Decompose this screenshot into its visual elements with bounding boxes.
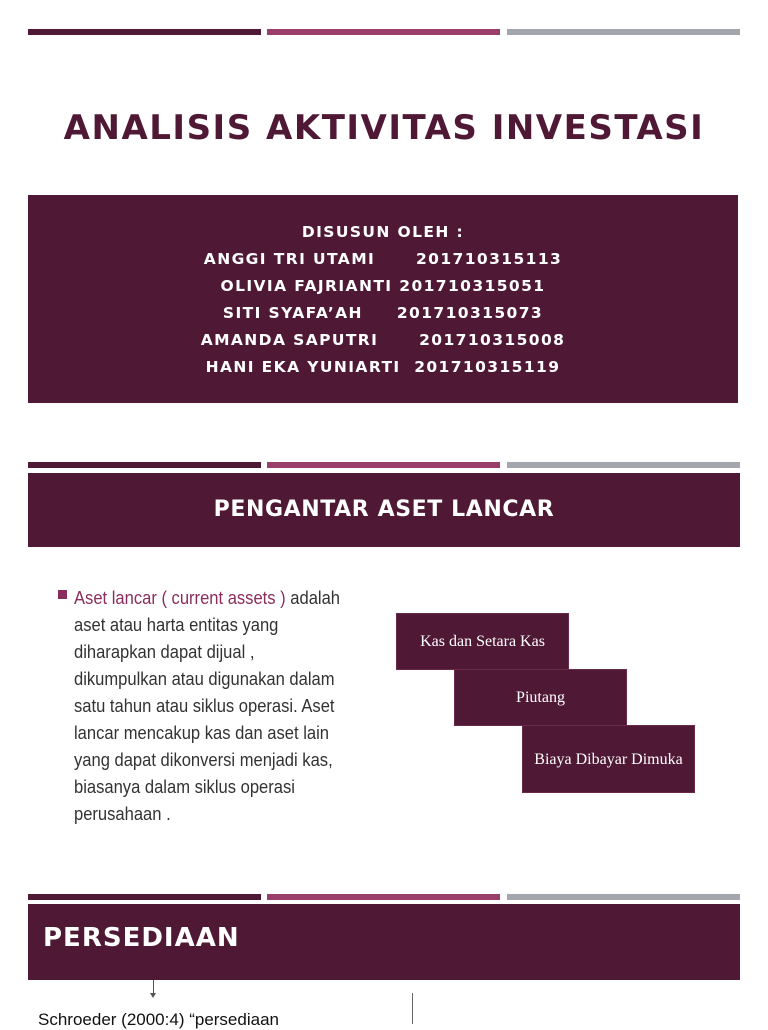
section-header-persediaan: PERSEDIAAN [28,904,740,980]
author-line: OLIVIA FAJRIANTI 201710315051 [220,277,546,295]
slide3-bar-mid [267,894,500,900]
author-line: HANI EKA YUNIARTI 201710315119 [205,358,561,376]
slide2-bar-dark [28,462,261,468]
box-kas-setara-kas: Kas dan Setara Kas [396,613,569,670]
authors-heading: DISUSUN OLEH : [301,223,465,241]
slide3-bar-dark [28,894,261,900]
top-bar-grey [507,29,740,35]
slide3-bar-grey [507,894,740,900]
slide2-bar-grey [507,462,740,468]
highlight-term: Aset lancar ( current assets ) [74,588,286,608]
paragraph-body: adalah aset atau harta entitas yang diharapkan dapat dijual , dikumpulkan atau digunakan dalam satu tahun atau siklus operasi. Aset lancar mencakup kas dan aset lain yang dapat dikonversi menjadi kas, biasanya dalam siklus operasi perusahaan . [74,588,341,824]
slide2-bar-mid [267,462,500,468]
authors-box [28,195,738,403]
author-line: SITI SYAFA’AH 201710315073 [222,304,544,322]
connector-line [153,980,154,994]
persediaan-definition: Schroeder (2000:4) “persediaan [38,1010,279,1029]
bullet-square-icon [58,590,67,599]
author-line: AMANDA SAPUTRI 201710315008 [200,331,566,349]
arrow-down-icon [150,993,156,998]
section-header-aset-lancar: PENGANTAR ASET LANCAR [28,473,740,547]
aset-lancar-paragraph [74,585,350,828]
top-bar-mid [267,29,500,35]
box-piutang: Piutang [454,669,627,726]
box-biaya-dibayar-dimuka: Biaya Dibayar Dimuka [522,725,695,793]
author-line: ANGGI TRI UTAMI 201710315113 [203,250,563,268]
top-bar-dark [28,29,261,35]
slide-title: ANALISIS AKTIVITAS INVESTASI [63,108,705,148]
divider-line [412,993,413,1024]
